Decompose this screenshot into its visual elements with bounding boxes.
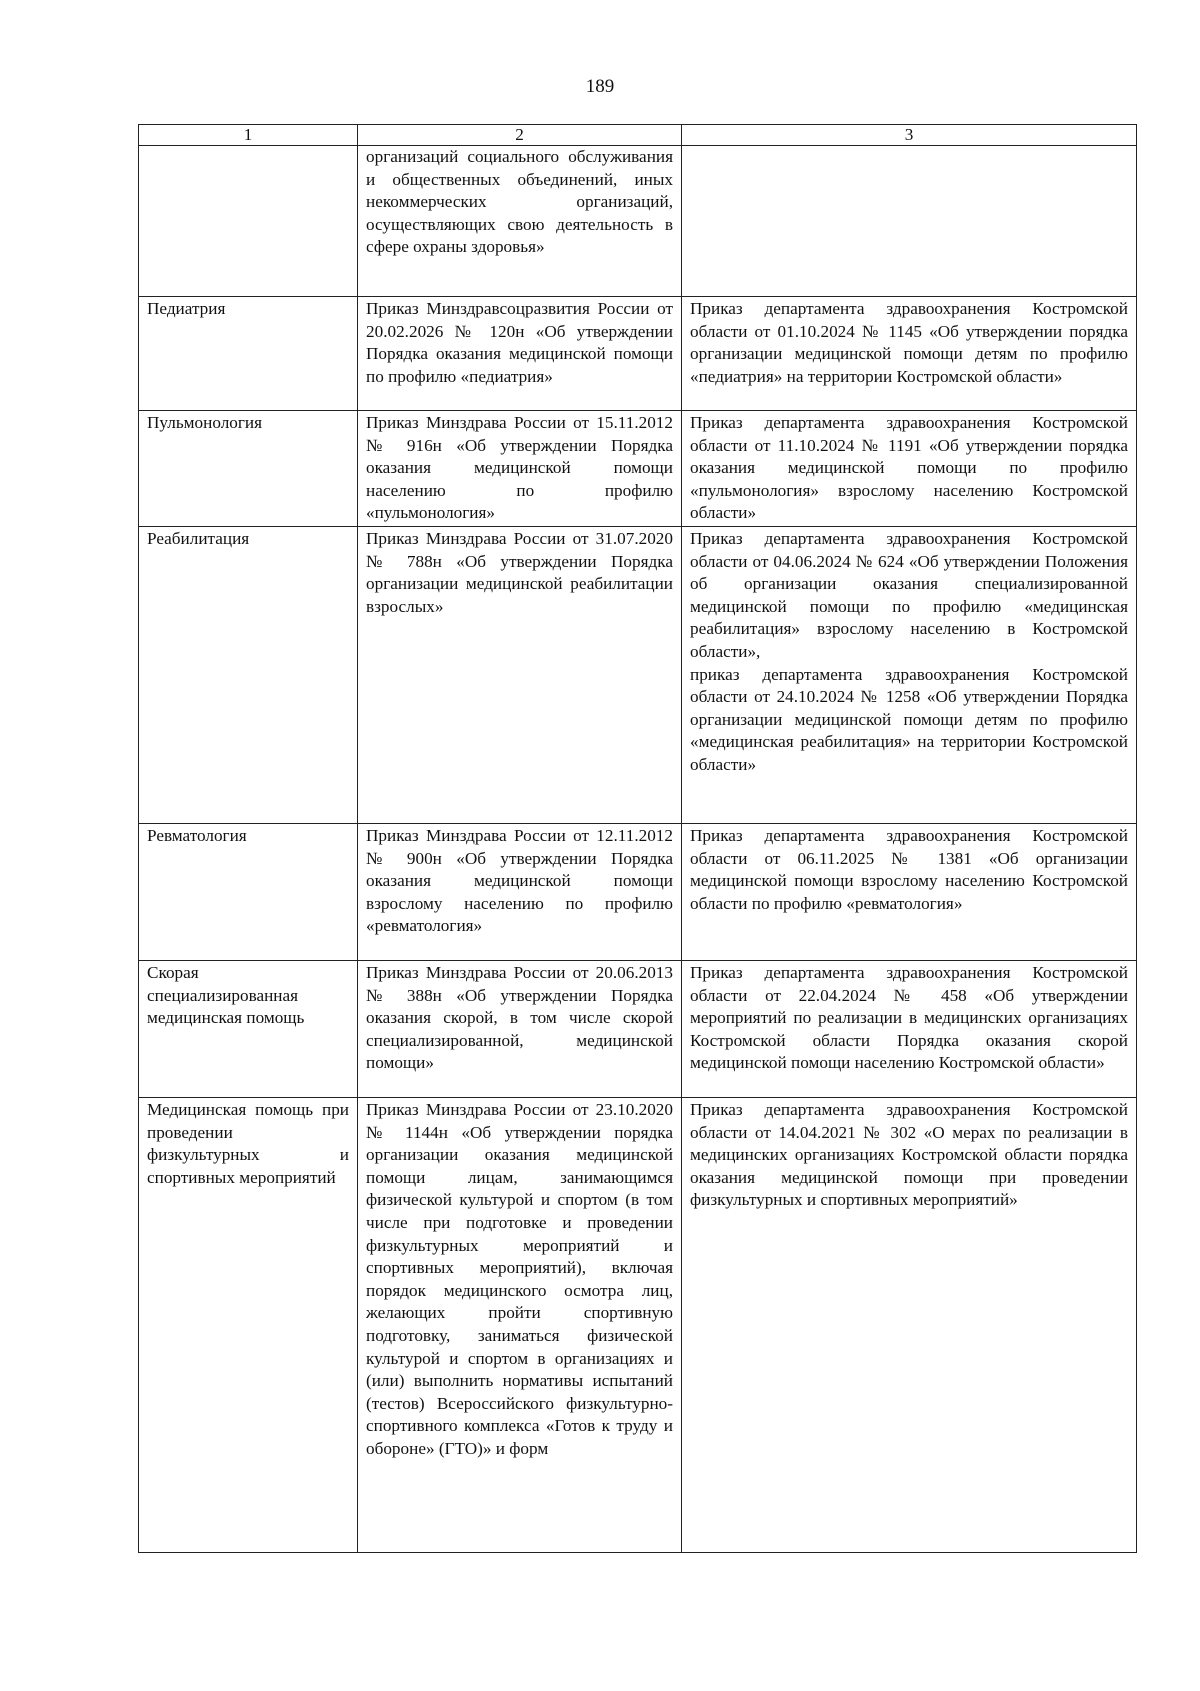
federal-order-cell: Приказ Минздрава России от 23.10.2020 № 1144н «Об утверждении порядка организации оказания медицинской помощи лицам, занимающимся физической культурой и спортом (в том числе при подготовке и проведении физкультурных мероприятий и спортивных мероприятий), включая порядок медицинского осмотра лиц, желающих пройти спортивную подготовку, заниматься физической культурой и спортом в организациях и (или) выполнить нормативы испытаний (тестов) Всероссийского физкультурно-спортивного комплекса «Готов к труду и обороне» (ГТО)» и форм (358, 1097, 682, 1552)
page-number: 189 (585, 76, 615, 97)
column-header-2: 2 (358, 125, 682, 146)
table-row (139, 1097, 1137, 1552)
profile-name-cell: Скорая специализированная медицинская помощь (139, 960, 358, 1097)
federal-order-cell: Приказ Минздрава России от 15.11.2012 № 916н «Об утверждении Порядка оказания медицинской помощи населению по профилю «пульмонология» (358, 411, 682, 527)
profile-name-cell: Ревматология (139, 823, 358, 960)
profile-name-cell: Реабилитация (139, 526, 358, 823)
federal-order-cell: Приказ Минздрава России от 31.07.2020 № 788н «Об утверждении Порядка организации медицинской реабилитации взрослых» (358, 526, 682, 823)
table-row (139, 823, 1137, 960)
regional-order-cell: Приказ департамента здравоохранения Костромской области от 01.10.2024 № 1145 «Об утверждении порядка организации медицинской помощи детям по профилю «педиатрия» на территории Костромской области» (682, 297, 1137, 411)
table-row (139, 411, 1137, 527)
table-row (139, 526, 1137, 823)
table-row (139, 297, 1137, 411)
regional-order-cell (682, 526, 1137, 823)
profile-name-cell: Пульмонология (139, 411, 358, 527)
column-header-1: 1 (139, 125, 358, 146)
profile-name-cell: Медицинская помощь при проведении физкультурных и спортивных мероприятий (139, 1097, 358, 1552)
profile-name-cell: Педиатрия (139, 297, 358, 411)
federal-order-cell: организаций социального обслуживания и общественных объединений, иных некоммерческих организаций, осуществляющих свою деятельность в сфере охраны здоровья» (358, 146, 682, 297)
table-header-row (139, 125, 1137, 146)
regional-order-cell: Приказ департамента здравоохранения Костромской области от 14.04.2021 № 302 «О мерах по реализации в медицинских организациях Костромской области порядка оказания медицинской помощи при проведении физкультурных и спортивных мероприятий» (682, 1097, 1137, 1552)
legal-acts-table (138, 124, 1137, 1553)
table-row (139, 146, 1137, 297)
profile-name-cell (139, 146, 358, 297)
federal-order-cell: Приказ Минздравсоцразвития России от 20.02.2026 № 120н «Об утверждении Порядка оказания медицинской помощи по профилю «педиатрия» (358, 297, 682, 411)
regional-order-cell: Приказ департамента здравоохранения Костромской области от 06.11.2025 № 1381 «Об организации медицинской помощи взрослому населению Костромской области по профилю «ревматология» (682, 823, 1137, 960)
table-row (139, 960, 1137, 1097)
regional-order-cell: Приказ департамента здравоохранения Костромской области от 11.10.2024 № 1191 «Об утверждении порядка оказания медицинской помощи по профилю «пульмонология» взрослому населению Костромской области» (682, 411, 1137, 527)
regional-order-text: Приказ департамента здравоохранения Костромской области от 04.06.2024 № 624 «Об утверждении Положения об организации оказания специализированной медицинской помощи по профилю «медицинская реабилитация» взрослому населению в Костромской области», (690, 528, 1128, 661)
regional-order-cell (682, 146, 1137, 297)
federal-order-cell: Приказ Минздрава России от 20.06.2013 № 388н «Об утверждении Порядка оказания скорой, в том числе скорой специализированной, медицинской помощи» (358, 960, 682, 1097)
regional-order-cell: Приказ департамента здравоохранения Костромской области от 22.04.2024 № 458 «Об утверждении мероприятий по реализации в медицинских организациях Костромской области Порядка оказания скорой медицинской помощи населению Костромской области» (682, 960, 1137, 1097)
regional-order-text-2: приказ департамента здравоохранения Костромской области от 24.10.2024 № 1258 «Об утверждении Порядка организации медицинской помощи детям по профилю «медицинская реабилитация» на территории Костромской области» (690, 664, 1128, 774)
federal-order-cell: Приказ Минздрава России от 12.11.2012 № 900н «Об утверждении Порядка оказания медицинской помощи взрослому населению по профилю «ревматология» (358, 823, 682, 960)
column-header-3: 3 (682, 125, 1137, 146)
